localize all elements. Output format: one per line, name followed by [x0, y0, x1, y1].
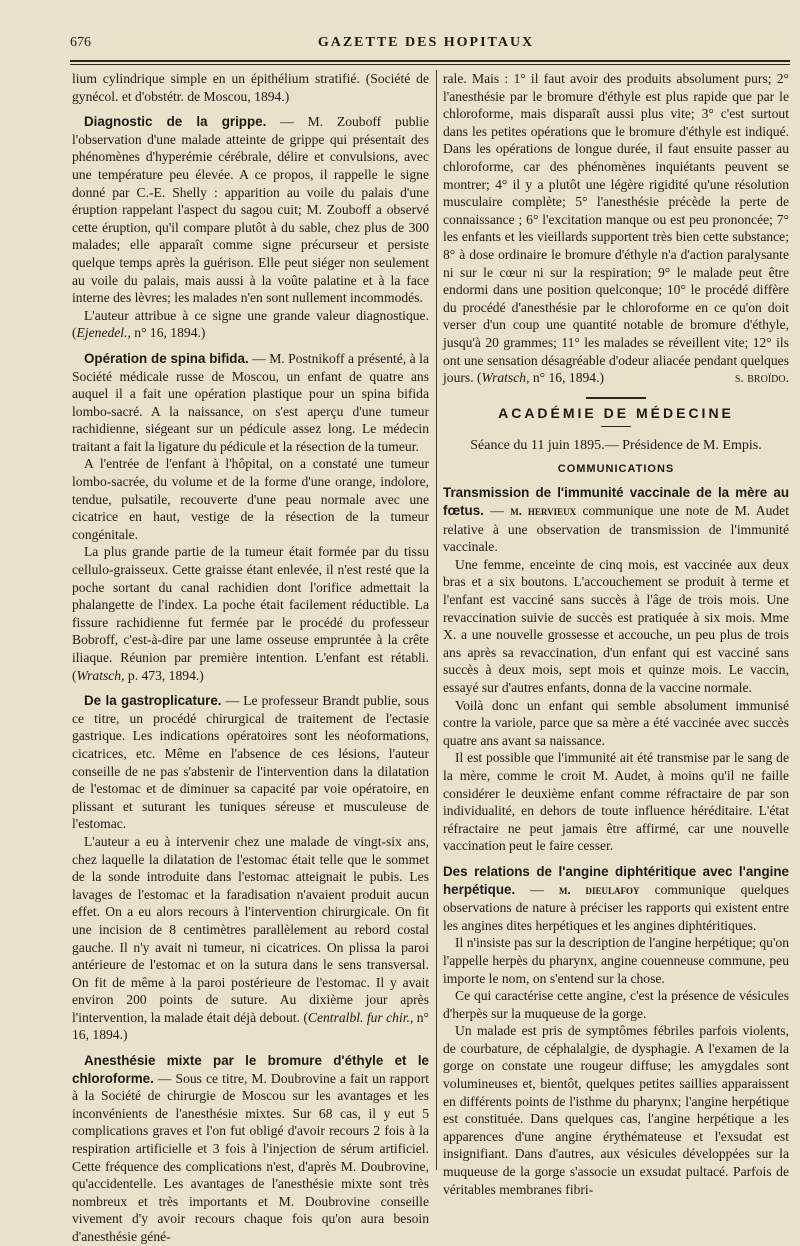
article-text: — M. Postnikoff a présenté, à la Société médicale russe de Moscou, un enfant de quatre ans auquel il a fait une opération plastique pour un spina bifida lombo-sacré. A la naissance, on s'est aperçu d'une tumeur rachidienne, siégeant sur un pédicule assez long. Le médecin traitant a fait la ligature du pédicule et la résection de la tumeur.: [72, 350, 429, 454]
paragraph: Il n'insiste pas sur la description de l'angine herpétique; qu'on l'appelle herpès du pharynx, angine couenneuse commune, peu importe le nom, on s'entend sur la chose.: [443, 935, 789, 986]
paragraph-text: La plus grande partie de la tumeur était formée par du tissu cellulo-graisseux. Cette graisse étant enlevée, il n'est resté que la poche sortant du canal rachidien dont l'orifice admettait la phalangette de l'index. La poche était facilement réductible. La fissure rachidienne fut fermée par le procédé du professeur Bobroff, c'est-à-dire par une lame osseuse empruntée à la crête iliaque. Réunion par première intention. L'enfant est rétabli. (: [72, 544, 429, 683]
article-title: Transmission de l'immunité vaccinale de la mère au fœtus.: [443, 485, 789, 519]
paragraph: [72, 543, 429, 684]
header-rule-thin: [70, 64, 790, 65]
article-immunite: Transmission de l'immunité vaccinale de la mère au fœtus. — m. hervieux communique une note de M. Audet relative à une observation de transmission de l'immunité vaccinale.: [443, 485, 789, 555]
source-citation: Centralbl. fur chir.: [307, 1009, 410, 1025]
paragraph: [72, 833, 429, 1044]
header-rule-thick: [70, 60, 790, 62]
paragraph-text: rale. Mais : 1° il faut avoir des produits absolument purs; 2° l'anesthésie par le bromure d'éthyle est plus rapide que par le chloroforme, mais disparaît aussi plus vite; 3° c'est surtout dans les petites opérations que le bromure d'éthyle est indiqué. Dans les opérations de longue durée, il faut ensuite passer au chloroforme, car des phénomènes inquiétants peuvent se montrer; 4° il y a plutôt une légère rigidité qu'une résolution musculaire complète; 5° l'anesthésie précède la perte de connaissance ; 6° l'excitation manque ou est peu prononcée; 7° les enfants et les vieillards supportent très bien cette substance; 8° à dose ordinaire le bromure d'éthyle n'a d'action paralysante ni sur le cœur ni sur la respiration; 9° le malade peut être endormi dans une position quelconque; 10° le procédé diffère du procédé d'anesthésie par le chloroforme en ce qu'on doit verser d'un coup une quantité notable de bromure d'éthyle, jusqu'à 20 grammes; 11° les malades se réveillent vite; 12° ils ont une sensation désagréable d'odeur aliacée pendant quelques jours. (: [443, 71, 789, 386]
article-title: Des relations de l'angine diphtéritique avec l'angine herpétique.: [443, 863, 789, 897]
article-anesthesie: [72, 1052, 429, 1246]
paragraph: [443, 70, 789, 387]
citation-end: p. 473, 1894.): [124, 667, 204, 683]
paragraph-text: L'auteur attribue à ce signe une grande valeur diagnostique. (: [72, 307, 429, 341]
citation-end: , n° 16, 1894.): [127, 325, 206, 341]
article-text: — M. Zouboff publie l'observation d'une malade atteinte de grippe qui présentait des phénomènes d'hyperémie cérébrale, délire et convulsions, avec une température peu élevée. A ce propos, il rappelle le signe donné par C.-E. Shelly : apparition au voile du palais d'une éruption rappelant l'aspect du sagou cuit; M. Zouboff a observé cette éruption, qu'il compare plutôt à du sable, chez plus de 300 malades; elle apparaît comme signe précurseur et persiste quelque temps après la guérison. Elle peut siéger non seulement au voile du palais, mais aussi à la voûte palatine et à la face interne des lèvres; les malades n'en sont nullement incommodés.: [72, 114, 430, 306]
article-angine: Des relations de l'angine diphtéritique avec l'angine herpétique. — m. dieulafoy communique quelques observations de nature à préciser les rapports qui existent entre les angines dites herpétiques et les angines diphtéritiques.: [443, 863, 789, 933]
author-name: m. hervieux: [510, 504, 577, 519]
running-title: GAZETTE DES HOPITAUX: [317, 35, 535, 50]
left-column: [72, 70, 429, 1246]
source-citation: Wratsch,: [76, 667, 125, 683]
author-signature: s. broïdo.: [734, 370, 789, 386]
paragraph: Il est possible que l'immunité ait été transmise par le sang de la mère, comme le croit M. Audet, à moins qu'il ne faille considérer le deuxième enfant comme réfractaire de par son individualité, en dehors de toute influence héréditaire. L'état réfractaire ne peut jamais être affirmé, car une nouvelle vaccination peut le faire cesser.: [443, 750, 789, 854]
article-text: — Le professeur Brandt publie, sous ce titre, un procédé chirurgical de traitement de l'ectasie gastrique. Les indications opératoires sont les néoformations, cicatrices, etc. Même en l'absence de ces lésions, l'auteur conseille de ne pas s'abstenir de l'intervention dans la dilatation de l'estomac et de diminuer sa capacité par voie opératoire, en plissant et suturant les tuniques séreuse et musculeuse de l'estomac.: [72, 693, 429, 832]
column-divider: [436, 70, 437, 1170]
paragraph: Une femme, enceinte de cinq mois, est vaccinée aux deux bras et a six boutons. L'accouchement se produit à terme et l'enfant est vacciné sans succès à l'âge de trois mois. Une revaccination suivie de succès est pratiquée à six mois. Mme X. a une nouvelle grossesse et accouche, un peu plus de trois ans après sa revaccination, d'un enfant qui est vacciné sans succès à deux mois, sept mois et quinze mois. Le vaccin, essayé sur d'autres enfants, donna de la vaccine normale.: [443, 556, 789, 695]
article-title: De la gastroplicature.: [84, 693, 222, 709]
section-separator: [586, 397, 646, 399]
article-text: — Sous ce titre, M. Doubrovine a fait un rapport à la Société de chirurgie de Moscou sur les avantages et les inconvénients de l'anesthésie mixtes. Sur 68 cas, il y eut 5 complications graves et l'on fut obligé d'avoir recours 2 fois à la respiration artificielle et 3 fois à l'injection de sérum artificiel. Cette fréquence des complications n'est, d'après M. Doubrovine, qu'accidentelle. Les avantages de l'anesthésie mixte sont très nombreux et très importants et M. Doubrovine conseille vivement d'y avoir recours chaque fois qu'on aura besoin d'anesthésie géné-: [72, 1070, 429, 1244]
article-text: communique une note de M. Audet relative à une observation de transmission de l'immunité vaccinale.: [443, 503, 789, 555]
citation-end: n° 16, 1894.): [529, 370, 605, 386]
paragraph: Voilà donc un enfant qui semble absolument immunisé contre la variole, parce que sa mère a été vaccinée avec succès quatre ans avant sa naissance.: [443, 697, 789, 748]
article-zouboff: [72, 113, 429, 307]
author-name: m. dieulafoy: [559, 882, 640, 897]
source-citation: Ejenedel.: [76, 325, 128, 341]
paragraph-text: L'auteur a eu à intervenir chez une malade de vingt-six ans, chez laquelle la dilatation de l'estomac était telle que le sommet de la sonde introduite dans l'estomac atteignait le pubis. Les lavages de l'estomac et la faradisation n'avaient produit aucun effet. On a eu alors recours à l'intervention chirurgicale. On fit une incision de 8 centimètres parallèlement au rebord costal gauche. Il n'y avait ni tumeur, ni cicatrices. On plissa la paroi antérieure de l'estomac et on la sutura dans le sens transversal. On fit de même à la paroi postérieure de l'estomac. Il y avait environ 200 points de suture. Au dixième jour après l'intervention, la malade était déjà debout. (: [72, 833, 429, 1025]
page-number: 676: [70, 35, 91, 50]
paragraph: lium cylindrique simple en un épithélium stratifié. (Société de gynécol. et d'obstétr. de Moscou, 1894.): [72, 71, 429, 104]
citation-end: , n° 16, 1894.): [72, 1009, 429, 1043]
article-title: Anesthésie mixte par le bromure d'éthyle et le chloroforme.: [72, 1053, 429, 1086]
article-title: Opération de spina bifida.: [84, 350, 249, 366]
article-gastroplicature: [72, 692, 429, 833]
article-title: Diagnostic de la grippe.: [84, 114, 267, 130]
source-citation: Wratsch,: [481, 370, 530, 386]
paragraph: Un malade est pris de symptômes fébriles parfois violents, de courbature, de céphalalgie, de dysphagie. A l'examen de la gorge on constate une rougeur diffuse; les amygdales sont volumineuses et, bientôt, quelques petites saillies apparaissent en différents points de l'isthme du pharynx; l'angine herpétique est constituée. Dans quelques cas, l'angine herpétique a les apparences d'une angine érythémateuse et l'exsudat est insignifiant. Dans d'autres, aux vésicules développées sur la muqueuse de la gorge s'associe un exsudat pultacé. Parfois de véritables membranes fibri-: [443, 1023, 789, 1197]
right-column: [443, 70, 789, 1198]
short-rule: [601, 426, 631, 427]
article-text: communique quelques observations de nature à préciser les rapports qui existent entre les angines dites herpétiques et les angines diphtéritiques.: [443, 881, 789, 933]
article-spina-bifida: [72, 350, 429, 456]
section-heading: ACADÉMIE DE MÉDECINE: [498, 404, 734, 421]
session-line: Séance du 11 juin 1895.— Présidence de M. Empis.: [470, 438, 762, 454]
subsection-heading: COMMUNICATIONS: [557, 462, 675, 475]
page-header: [62, 33, 790, 55]
paragraph: A l'entrée de l'enfant à l'hôpital, on a constaté une tumeur lombo-sacrée, du volume et de la forme d'une orange, indolore, tendue, pulsatile, recouverte d'une peau normale avec une cicatrice en haut, vestige de la résection de la tumeur congénitale.: [72, 456, 429, 542]
paragraph: Ce qui caractérise cette angine, c'est la présence de vésicules d'herpès sur la muqueuse de la gorge.: [443, 988, 789, 1021]
paragraph: [72, 307, 429, 342]
